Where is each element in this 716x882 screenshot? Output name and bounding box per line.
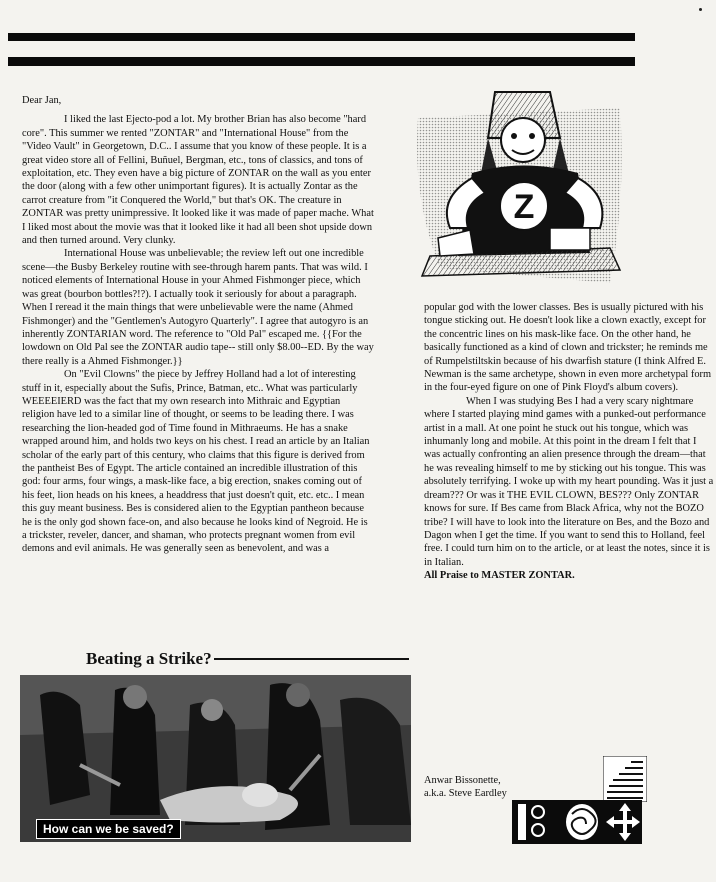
page-speck xyxy=(699,8,702,11)
zontar-illustration xyxy=(410,78,628,288)
letter-left-column xyxy=(22,94,374,556)
header-rule-top xyxy=(8,33,635,41)
four-arrows-icon xyxy=(606,803,640,841)
letter-paragraph: I liked the last Ejecto-pod a lot. My brother Brian has also become "hard core". This summer we rented "ZONTAR" and "International House" from the "Video Vault" in Georgetown, D.C.. I assume that you know of these people. It is a great video store all of Fellini, Buñuel, Bergman, etc., tons of classics, and tons of exploitation, etc. They even have a big picture of ZONTAR on the wall as you enter the door (along with a few other unimportant figures). It is actually Zontar as the carrot creature from "it Conquered the World," but that's OK. The creature in ZONTAR was pretty unimpressive. It looked like it was made of paper mache. What I liked most about the movie was that it looked like it had all been shot upside down and then turned around. Very clunky. xyxy=(22,114,374,247)
letter-closing: All Praise to MASTER ZONTAR. xyxy=(424,570,575,582)
striped-triangle-icon xyxy=(603,756,647,802)
sidebar-title-rule xyxy=(214,658,409,660)
signature-block xyxy=(424,774,507,800)
sidebar-title: Beating a Strike? xyxy=(86,649,212,668)
photo-caption: How can we be saved? xyxy=(36,819,181,839)
letter-paragraph: International House was unbelievable; the review left out one incredible scene—the Busby Berkeley routine with see-through harem pants. That was wild. I noticed elements of International House in your Ahmed Fishmonger piece, which was great (bourbon bottles?!?). I actually took it seriously for about a paragraph. When I reread it the main things that were unbelievable were the name (Ahmed Fishmonger) and the "Gentlemen's Autogyro Quarterly". I agree that autogyro is an inherently ZONTARIAN word. The reference to "Old Pal" escaped me. {{For the lowdown on Old Pal see the ZONTAR audio tape-- still only $8.00--ED. By the way there really is a Ahmed Fishmonger.}} xyxy=(22,248,374,367)
letter-salutation: Dear Jan, xyxy=(22,95,62,106)
letter-right-column xyxy=(424,301,714,583)
symbol-strip xyxy=(512,800,642,844)
letter-paragraph: On "Evil Clowns" the piece by Jeffrey Holland had a lot of interesting stuff in it, especially about the Sufis, Prince, Batman, etc.. What was particularly WEEEEIERD was the fact that my own research into Mithraic and Egyptian religion have led to a similar line of thought, or seems to be leading there. I was researching the lion-headed god of Time found in Mithraeums. He has a snake wrapped around him, and holds two keys on his chest. I read an article by an Italian scholar of the early part of this century, who claims that this figure is derived from the pantheist Bes of Egypt. The article contained an incredible illustration of this god: four arms, four wings, a mask-like face, a big erection, snakes coming out of his feet, lion heads on his knees, a headdress that just doesn't quit, etc. etc.. I mean this guy meant business. Bes is considered alien to the Egyptian pantheon because he is the only god shown face-on, and also because he looks kind of Negroid. He is a trickster, reveler, dancer, and shaman, who protects pregnant women from evil demons and evil animals. He was generally seen as benevolent, and was a xyxy=(22,369,370,555)
header-rule-bottom xyxy=(8,57,635,66)
strike-photo xyxy=(20,675,411,842)
circles-icon xyxy=(518,804,544,840)
signature-name: Anwar Bissonette, xyxy=(424,775,501,786)
spiral-knot-icon xyxy=(566,804,598,840)
signature-aka: a.k.a. Steve Eardley xyxy=(424,788,507,799)
letter-paragraph: When I was studying Bes I had a very scary nightmare where I started playing mind games with a punked-out performance artist in a mall. At one point he stuck out his tongue, which was inhumanly long and mobile. At this point in the dream I felt that I was actually confronting an alien presence through the dream—that he was revealing himself to me by sticking out his tongue. This was absolutely terrifying. I woke up with my heart pounding. Was it just a dream??? Or was it THE EVIL CLOWN, BES??? Only ZONTAR knows for sure. If Bes came from Black Africa, why not the BOZO tribe? I will have to look into the literature on Bes, and the Bozo and Dagon when I get the time. If you want to send this to Holland, feel free. I could turn him on to the article, or at least the notes, since it is in Italian. xyxy=(424,395,714,568)
chest-letter: Z xyxy=(513,188,535,226)
letter-paragraph: popular god with the lower classes. Bes is usually pictured with his tongue sticking out. He doesn't look like a clown exactly, except for the concentric lines on his mask-like face. On the other hand, he basically functioned as a kind of clown and trickster; he reminds me of Rumpelstiltskin because of his dwarfish stature (I think Alfred E. Newman is the same archetype, shown in even more archetypal form in the four-eyed figure on one of Pink Floyd's album covers). xyxy=(424,302,712,394)
